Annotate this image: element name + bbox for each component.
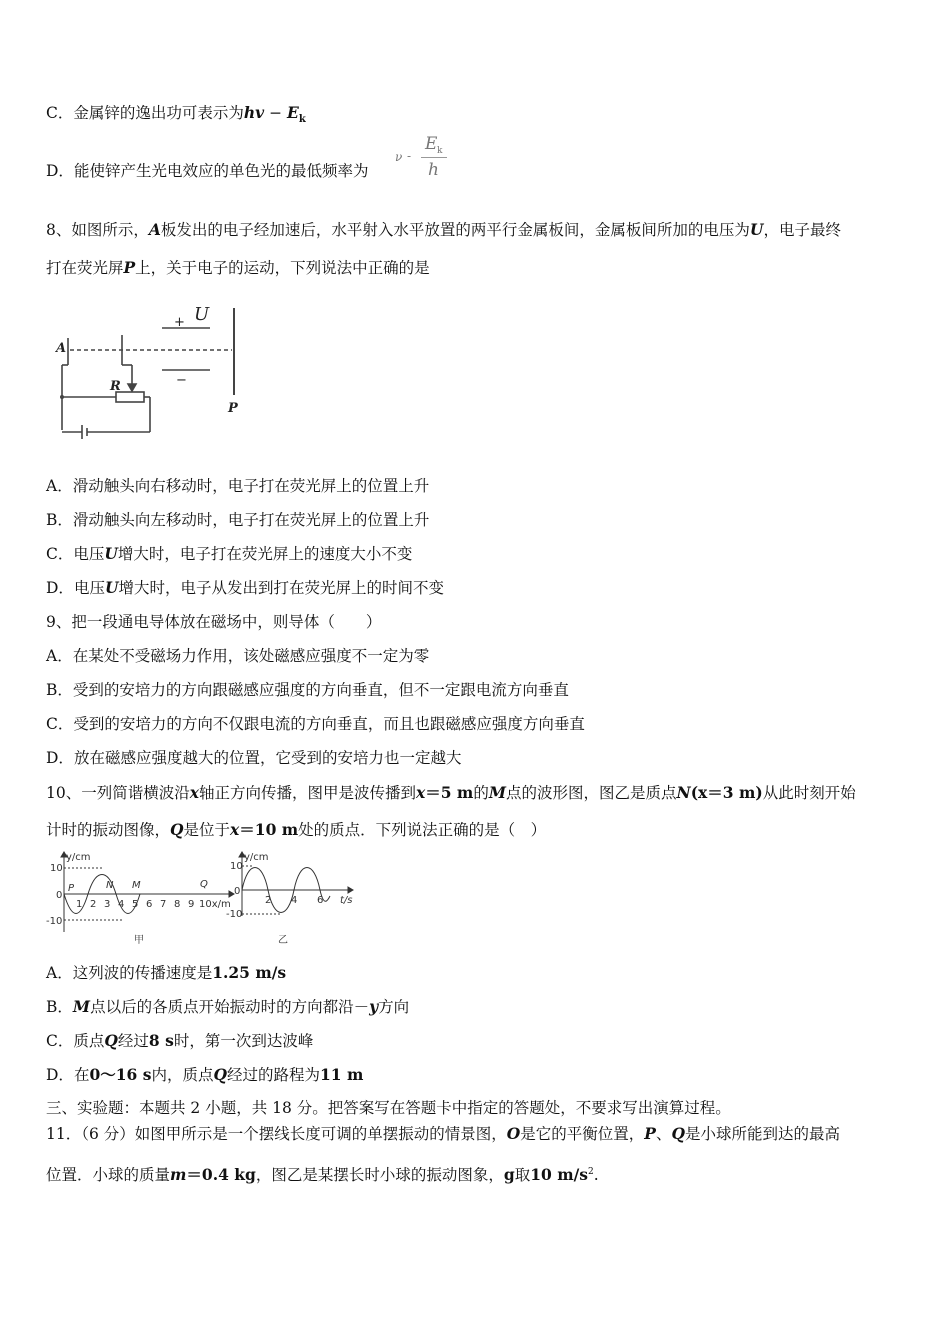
q9-stem: 9、把一段通电导体放在磁场中，则导体（ ）: [46, 613, 382, 631]
xtick-jia-9: 9: [188, 899, 195, 910]
q8-option-d: D．电压U增大时，电子从发出到打在荧光屏上的时间不变: [46, 578, 444, 597]
ylabel-yi: y/cm: [244, 852, 269, 863]
section-3-heading: 三、实验题：本题共 2 小题，共 18 分。把答案写在答题卡中指定的答题处，不要求写出演算过程。: [46, 1099, 731, 1117]
label-r: R: [110, 379, 121, 394]
ylabel-jia: y/cm: [66, 852, 91, 863]
q8-option-c: C．电压U增大时，电子打在荧光屏上的速度大小不变: [46, 544, 413, 563]
vib-segment-1: [242, 868, 268, 891]
q7-option-d: D．能使锌产生光电效应的单色光的最低频率为: [46, 162, 369, 180]
ttick-yi-2: 2: [265, 895, 272, 906]
q10-option-b: B．M点以后的各质点开始振动时的方向都沿－y方向: [46, 997, 410, 1016]
label-p: P: [228, 401, 238, 416]
q9-option-c: C．受到的安培力的方向不仅跟电流的方向垂直，而且也跟磁感应强度方向垂直: [46, 715, 585, 733]
ttick-yi-4: 4: [291, 895, 298, 906]
q9-option-b: B．受到的安培力的方向跟磁感应强度的方向垂直，但不一定跟电流方向垂直: [46, 681, 569, 699]
zero-jia: 0: [56, 890, 63, 901]
q10-stem-line1: 10、一列简谐横波沿x轴正方向传播，图甲是波传播到x＝5 m的M点的波形图，图乙是质点N(x＝3 m)从此时刻开始: [46, 783, 856, 802]
xtick-jia-8: 8: [174, 899, 181, 910]
q8-circuit-figure: [52, 300, 262, 449]
q9-option-a: A．在某处不受磁场力作用，该处磁感应强度不一定为零: [46, 647, 430, 665]
caption-jia: 甲: [134, 935, 144, 946]
q10-stem-line2: 计时的振动图像，Q是位于x＝10 m处的质点．下列说法正确的是（ ）: [46, 820, 547, 839]
vib-segment-3: [294, 868, 320, 891]
point-m: M: [132, 880, 141, 891]
vibration-graph-yi: [226, 850, 360, 954]
q8-option-a: A．滑动触头向右移动时，电子打在荧光屏上的位置上升: [46, 477, 430, 495]
label-u: U: [194, 304, 210, 325]
point-n: N: [106, 880, 114, 891]
xtick-jia-6: 6: [146, 899, 153, 910]
tlabel-yi: t/s: [340, 895, 353, 906]
caption-yi: 乙: [278, 935, 288, 946]
xtick-jia-3: 3: [104, 899, 111, 910]
q11-stem-line2: 位置．小球的质量m＝0.4 kg，图乙是某摆长时小球的振动图象，g取10 $m/s^2$.: [46, 1165, 599, 1185]
zero-yi: 0: [234, 886, 241, 897]
q10-option-a: A．这列波的传播速度是1.25 m/s: [46, 963, 287, 982]
label-minus: −: [176, 373, 187, 388]
ybot-jia: -10: [46, 916, 63, 927]
q8-stem-line2: 打在荧光屏P上，关于电子的运动，下列说法中正确的是: [46, 258, 430, 277]
xtick-jia-5: 5: [132, 899, 139, 910]
xtick-jia-7: 7: [160, 899, 167, 910]
q9-option-d: D．放在磁感应强度越大的位置，它受到的安培力也一定越大: [46, 749, 462, 767]
fraction-bar: [421, 157, 447, 158]
q7-option-c: C．金属锌的逸出功可表示为hv − $E_k$: [46, 103, 306, 126]
ybot-yi: -10: [226, 909, 243, 920]
q10-option-d: D．在0～16 s内，质点Q经过的路程为11 m: [46, 1065, 364, 1084]
point-q: Q: [200, 879, 208, 890]
q11-stem-line1: 11．（6 分）如图甲所示是一个摆线长度可调的单摆振动的情景图，O是它的平衡位置，P、Q是小球所能到达的最高: [46, 1124, 840, 1143]
q10-option-c: C．质点Q经过8 s时，第一次到达波峰: [46, 1031, 314, 1050]
ytop-jia: 10: [50, 863, 63, 874]
xtick-jia-last: 10x/m: [199, 899, 231, 910]
q8-stem-line1: 8、如图所示，A板发出的电子经加速后，水平射入水平放置的两平行金属板间，金属板间所加的电压为U，电子最终: [46, 220, 841, 239]
point-p: P: [68, 883, 75, 894]
label-plus: +: [174, 315, 185, 330]
xtick-jia-2: 2: [90, 899, 97, 910]
ytop-yi: 10: [230, 861, 243, 872]
wave-graph-jia: [44, 850, 234, 954]
xtick-jia-4: 4: [118, 899, 125, 910]
label-a: A: [56, 341, 67, 356]
min-frequency-formula: ν - E k h: [395, 134, 455, 188]
ttick-yi-6: 6: [317, 895, 324, 906]
q8-option-b: B．滑动触头向左移动时，电子打在荧光屏上的位置上升: [46, 511, 430, 529]
xtick-jia-1: 1: [76, 899, 83, 910]
